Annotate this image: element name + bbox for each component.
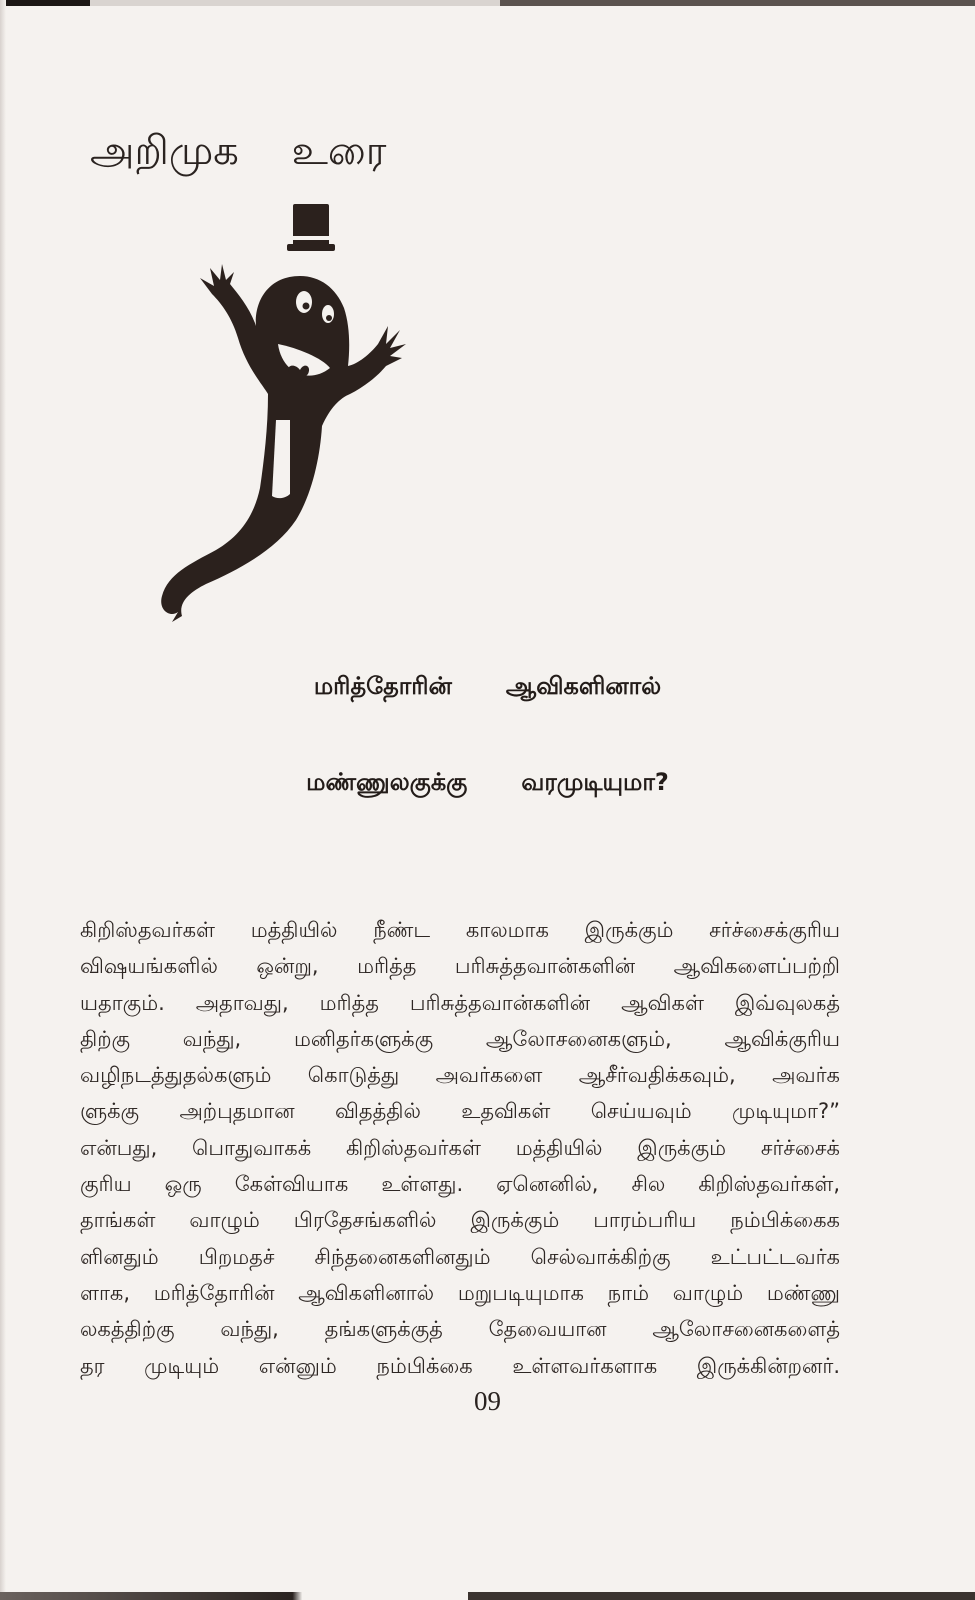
body-line: தாங்கள் வாழும் பிரதேசங்களில் இருக்கும் பாரம்பரிய நம்பிக்கைக	[80, 1208, 840, 1233]
body-line: ளுக்கு அற்புதமான விதத்தில் உதவிகள் செய்யவும் முடியுமா?”	[80, 1099, 840, 1124]
body-line: லகத்திற்கு வந்து, தங்களுக்குத் தேவையான ஆலோசனைகளைத்	[80, 1317, 840, 1342]
body-line: யதாகும். அதாவது, மரித்த பரிசுத்தவான்களின் ஆவிகள் இவ்வுலகத்	[80, 990, 840, 1015]
top-hat-icon	[287, 204, 335, 251]
body-line: ளாக, மரித்தோரின் ஆவிகளினால் மறுபடியுமாக நாம் வாழும் மண்ணு	[80, 1280, 840, 1305]
page-left-edge	[0, 0, 6, 1600]
ghost-with-top-hat-icon	[150, 198, 430, 628]
page-bottom-edge	[0, 1592, 975, 1600]
body-line: தர முடியும் என்னும் நம்பிக்கை உள்ளவர்களாக இருக்கின்றனர்.	[80, 1353, 840, 1378]
main-heading-line1	[0, 672, 975, 703]
body-line: திற்கு வந்து, மனிதர்களுக்கு ஆலோசனைகளும், ஆவிக்குரிய	[80, 1026, 840, 1051]
page-top-edge	[0, 0, 975, 6]
section-label-word2: உரை	[291, 128, 387, 174]
body-line: குரிய ஒரு கேள்வியாக உள்ளது. ஏனெனில், சில கிறிஸ்தவர்கள்,	[80, 1172, 840, 1197]
ghost-left-eye	[296, 291, 312, 313]
heading-word1: மரித்தோரின்	[313, 672, 452, 700]
page-number: 09	[474, 1386, 501, 1416]
body-paragraph	[80, 912, 840, 1384]
heading-word4: வரமுடியுமா?	[521, 768, 669, 796]
body-line: விஷயங்களில் ஒன்று, மரித்த பரிசுத்தவான்களின் ஆவிகளைப்பற்றி	[80, 954, 840, 979]
body-line: கிறிஸ்தவர்கள் மத்தியில் நீண்ட காலமாக இருக்கும் சர்ச்சைக்குரிய	[80, 918, 840, 942]
heading-word3: மண்ணுலகுக்கு	[306, 768, 468, 796]
section-label	[90, 128, 386, 179]
body-line: என்பது, பொதுவாகக் கிறிஸ்தவர்கள் மத்தியில் இருக்கும் சர்ச்சைக்	[80, 1135, 840, 1160]
heading-word2: ஆவிகளினால்	[505, 672, 662, 700]
body-line: ளினதும் பிறமதச் சிந்தனைகளினதும் செல்வாக்கிற்கு உட்பட்டவர்க	[80, 1244, 840, 1269]
section-label-word1: அறிமுக	[90, 128, 239, 174]
main-heading-line2	[0, 768, 975, 799]
body-line: வழிநடத்துதல்களும் கொடுத்து அவர்களை ஆசீர்வதிக்கவும், அவர்க	[80, 1063, 840, 1088]
